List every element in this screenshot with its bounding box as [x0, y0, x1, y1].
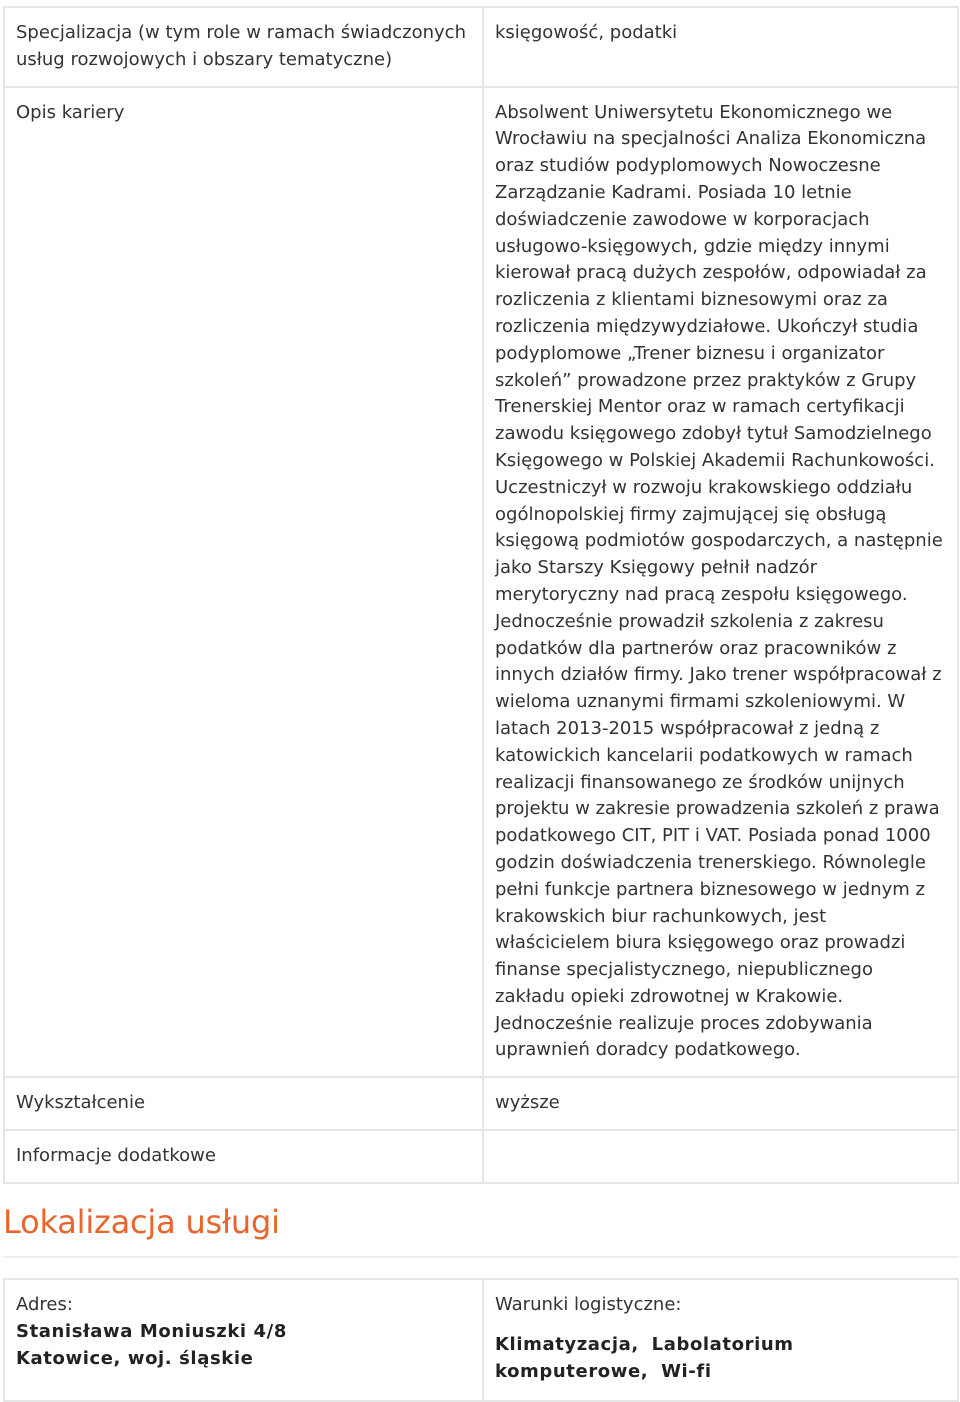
additional-info-row	[4, 1130, 958, 1183]
education-label: Wykształcenie	[4, 1077, 483, 1130]
education-row	[4, 1077, 958, 1130]
specialization-label: Specjalizacja (w tym role w ramach świadczonych usług rozwojowych i obszary tematyczne)	[4, 7, 483, 87]
section-divider	[3, 1256, 959, 1258]
address-label: Adres:	[16, 1294, 73, 1315]
trainer-details-table	[3, 6, 959, 1184]
logistics-label: Warunki logistyczne:	[495, 1294, 682, 1315]
address-street: Stanisława Moniuszki 4/8	[16, 1320, 287, 1342]
location-table	[3, 1278, 959, 1402]
logistics-cell	[483, 1279, 958, 1401]
career-row	[4, 87, 958, 1078]
career-description: Absolwent Uniwersytetu Ekonomicznego we Wrocławiu na specjalności Analiza Ekonomiczna oraz studiów podyplomowych Nowoczesne Zarządzanie Kadrami. Posiada 10 letnie doświadczenie zawodowe w korporacjach usługowo-księgowych, gdzie między innymi kierował pracą dużych zespołów, odpowiadał za rozliczenia z klientami biznesowymi oraz za rozliczenia międzywydziałowe. Ukończył studia podyplomowe „Trener biznesu i organizator szkoleń” prowadzone przez praktyków z Grupy Trenerskiej Mentor oraz w ramach certyfikacji zawodu księgowego zdobył tytuł Samodzielnego Księgowego w Polskiej Akademii Rachunkowości. Uczestniczył w rozwoju krakowskiego oddziału ogólnopolskiej firmy zajmującej się obsługą księgową podmiotów gospodarczych, a następnie jako Starszy Księgowy pełnił nadzór merytoryczny nad pracą zespołu księgowego. Jednocześnie prowadził szkolenia z zakresu podatków dla partnerów oraz pracowników z innych działów firmy. Jako trener współpracował z wieloma uznanymi firmami szkoleniowymi. W latach 2013-2015 współpracował z jedną z katowickich kancelarii podatkowych w ramach realizacji finansowanego ze środków unijnych projektu w zakresie prowadzenia szkoleń z prawa podatkowego CIT, PIT i VAT. Posiada ponad 1000 godzin doświadczenia trenerskiego. Równolegle pełni funkcje partnera biznesowego w jednym z krakowskich biur rachunkowych, jest właścicielem biura księgowego oraz prowadzi finanse specjalistycznego, niepublicznego zakładu opieki zdrowotnej w Krakowie. Jednocześnie realizuje proces zdobywania uprawnień doradcy podatkowego.	[483, 87, 958, 1078]
location-row	[4, 1279, 958, 1401]
specialization-row	[4, 7, 958, 87]
career-label: Opis kariery	[4, 87, 483, 1078]
education-value: wyższe	[483, 1077, 958, 1130]
specialization-value: księgowość, podatki	[483, 7, 958, 87]
address-city: Katowice, woj. śląskie	[16, 1347, 254, 1369]
additional-info-label: Informacje dodatkowe	[4, 1130, 483, 1183]
logistics-value: Klimatyzacja, Labolatorium komputerowe, Wi-fi	[495, 1333, 794, 1382]
address-cell	[4, 1279, 483, 1401]
additional-info-value	[483, 1130, 958, 1183]
location-section-title: Lokalizacja usługi	[3, 1203, 280, 1241]
